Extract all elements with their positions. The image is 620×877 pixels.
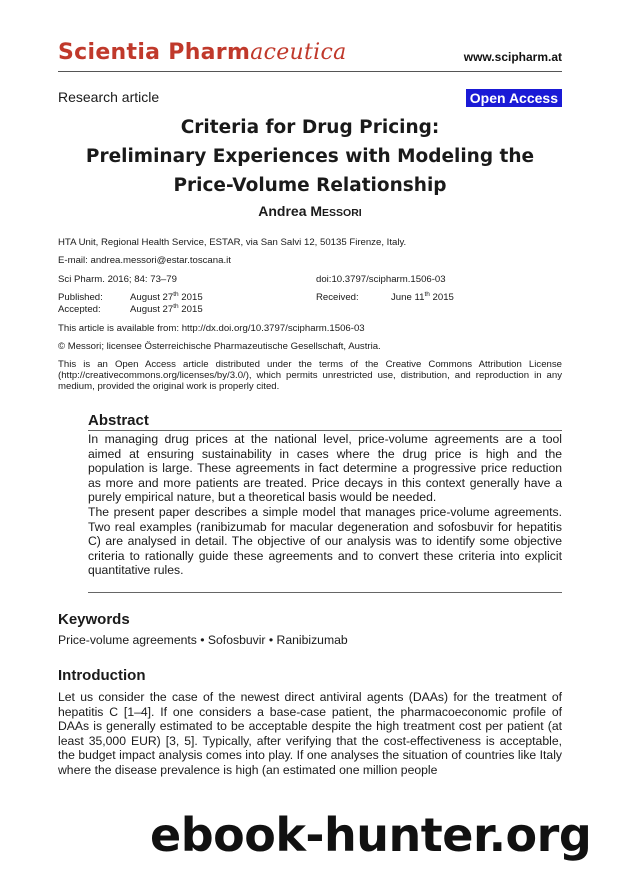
availability-link[interactable]: This article is available from: http://dx.doi.org/10.3797/scipharm.1506-03 — [58, 323, 365, 334]
article-type: Research article — [58, 89, 160, 105]
watermark: ebook-hunter.org — [150, 808, 592, 862]
copyright: © Messori; licensee Österreichische Pharmazeutische Gesellschaft, Austria. — [58, 341, 381, 352]
affiliation: HTA Unit, Regional Health Service, ESTAR, via San Salvi 12, 50135 Firenze, Italy. — [58, 237, 407, 248]
journal-url[interactable]: www.scipharm.at — [463, 50, 562, 64]
title-line: Price-Volume Relationship — [173, 175, 447, 196]
journal-logo — [58, 40, 347, 65]
license-text: This is an Open Access article distributed under the terms of the Creative Commons Attribution License (http://creativecommons.org/licenses/by/3.0/), which permits unrestricted use, distribution, and reproduction in any medium, provided the original work is properly cited. — [58, 359, 562, 392]
introduction-heading: Introduction — [58, 667, 146, 684]
abstract-heading: Abstract — [88, 412, 149, 429]
journal-logo-part2: aceutica — [250, 40, 347, 65]
title-line: Preliminary Experiences with Modeling the — [85, 146, 535, 167]
abstract-divider-bottom — [88, 592, 562, 593]
citation: Sci Pharm. 2016; 84: 73–79 — [58, 274, 177, 285]
keywords-heading: Keywords — [58, 611, 130, 628]
introduction-body — [58, 690, 562, 778]
title-line: Criteria for Drug Pricing: — [180, 117, 440, 138]
published-date: Published: August 27th 2015 — [58, 291, 203, 303]
open-access-badge: Open Access — [466, 89, 562, 107]
abstract-paragraph: The present paper describes a simple model that manages price-volume agreements. Two real examples (ranibizumab for macular degeneration and sofosbuvir for hepatitis C) are analysed in detail. The objective of our analysis was to identify some objective criteria to rationally guide these agreements and to convert these criteria into explicit quantitative rules. — [88, 504, 562, 578]
abstract-divider-top — [88, 430, 562, 431]
doi[interactable]: doi:10.3797/scipharm.1506-03 — [316, 274, 446, 285]
header-divider — [58, 71, 562, 72]
received-date: Received: June 11th 2015 — [316, 291, 454, 303]
accepted-date: Accepted: August 27th 2015 — [58, 303, 203, 315]
introduction-paragraph: Let us consider the case of the newest direct antiviral agents (DAAs) for the treatment of hepatitis C [1–4]. If one considers a base-case patient, the pharmacoeconomic profile of DAAs is generally estimated to be acceptable despite the high treatment cost per patient (at least 35,000 EUR) [3, 5]. Typically, after verifying that the cost-effectiveness is acceptable, the budget impact analysis comes into play. If one analyses the situation of countries like Italy where the disease prevalence is high (an estimated one million people — [58, 690, 562, 777]
journal-logo-part1: Scientia Pharm — [58, 40, 251, 65]
keywords-list: Price-volume agreements • Sofosbuvir • Ranibizumab — [58, 633, 348, 647]
email[interactable]: E-mail: andrea.messori@estar.toscana.it — [58, 255, 231, 266]
abstract-paragraph: In managing drug prices at the national level, price-volume agreements are a tool aimed at ensuring sustainability in cases where the drug price is high and the population is large. These agreements in fact determine a progressive price reduction as more and more patients are treated. Price decays in this context generally have a purely empirical nature, but a theoretical basis would be needed. — [88, 432, 562, 505]
author-name: Andrea MESSORI — [258, 203, 362, 219]
abstract-body — [88, 432, 562, 578]
article-title — [40, 113, 580, 200]
